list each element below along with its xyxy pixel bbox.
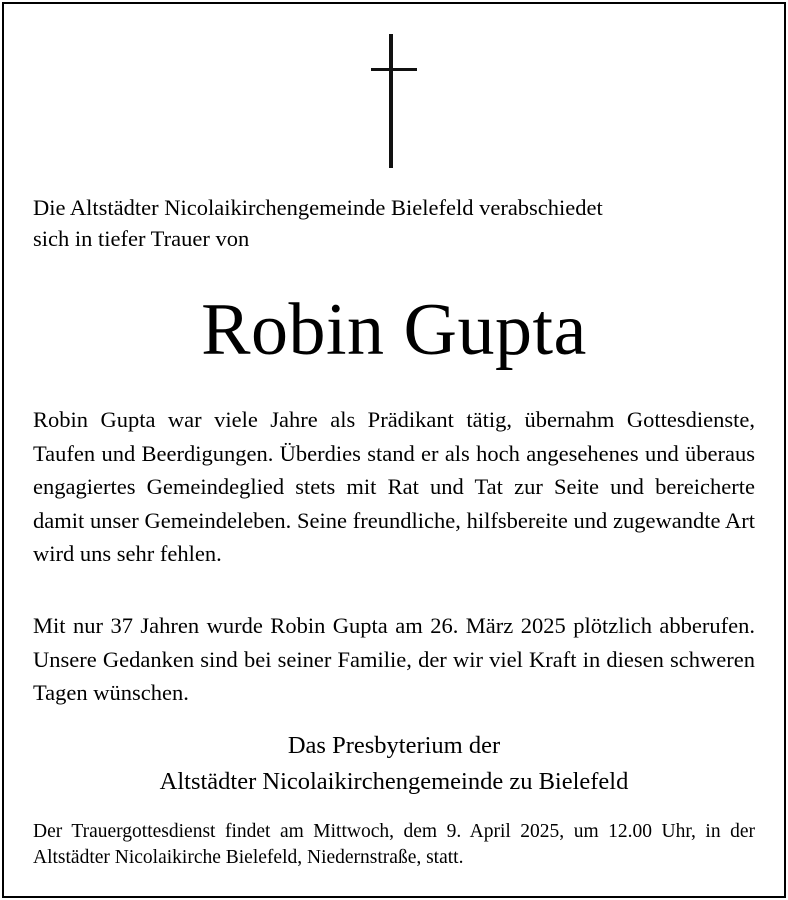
service-text: Der Trauergottesdienst findet am Mittwoch, dem 9. April 2025, um 12.00 Uhr, in der Altstädter Nicolaikirche Bielefeld, Niedernstraße, statt. — [33, 821, 755, 868]
body-paragraph-2 — [33, 609, 755, 710]
cross-vertical-bar — [389, 34, 393, 168]
intro-text — [33, 192, 755, 254]
deceased-name: Robin Gupta — [201, 289, 587, 371]
signature-block — [0, 728, 788, 800]
paragraph-text: Mit nur 37 Jahren wurde Robin Gupta am 26. März 2025 plötzlich abberufen. Unsere Gedanken sind bei seiner Familie, der wir viel Kraft in diesen schweren Tagen wünschen. — [33, 613, 755, 705]
cross-horizontal-bar — [371, 68, 417, 71]
funeral-service-info — [33, 819, 755, 871]
signature-line-2: Altstädter Nicolaikirchengemeinde zu Bielefeld — [159, 768, 629, 795]
intro-line-2: sich in tiefer Trauer von — [33, 226, 250, 251]
intro-line-1: Die Altstädter Nicolaikirchengemeinde Bielefeld verabschiedet — [33, 195, 603, 220]
body-paragraph-1 — [33, 403, 755, 571]
signature-line-1: Das Presbyterium der — [287, 732, 501, 759]
cross-icon — [0, 0, 788, 200]
paragraph-text: Robin Gupta war viele Jahre als Prädikant tätig, übernahm Gottesdienste, Taufen und Beerdigungen. Überdies stand er als hoch angesehenes und überaus engagiertes Gemeindeglied stets mit Rat und Tat zur Seite und bereicherte damit unser Gemeindeleben. Seine freundliche, hilfsbereite und zugewandte Art wird uns sehr fehlen. — [33, 407, 755, 566]
